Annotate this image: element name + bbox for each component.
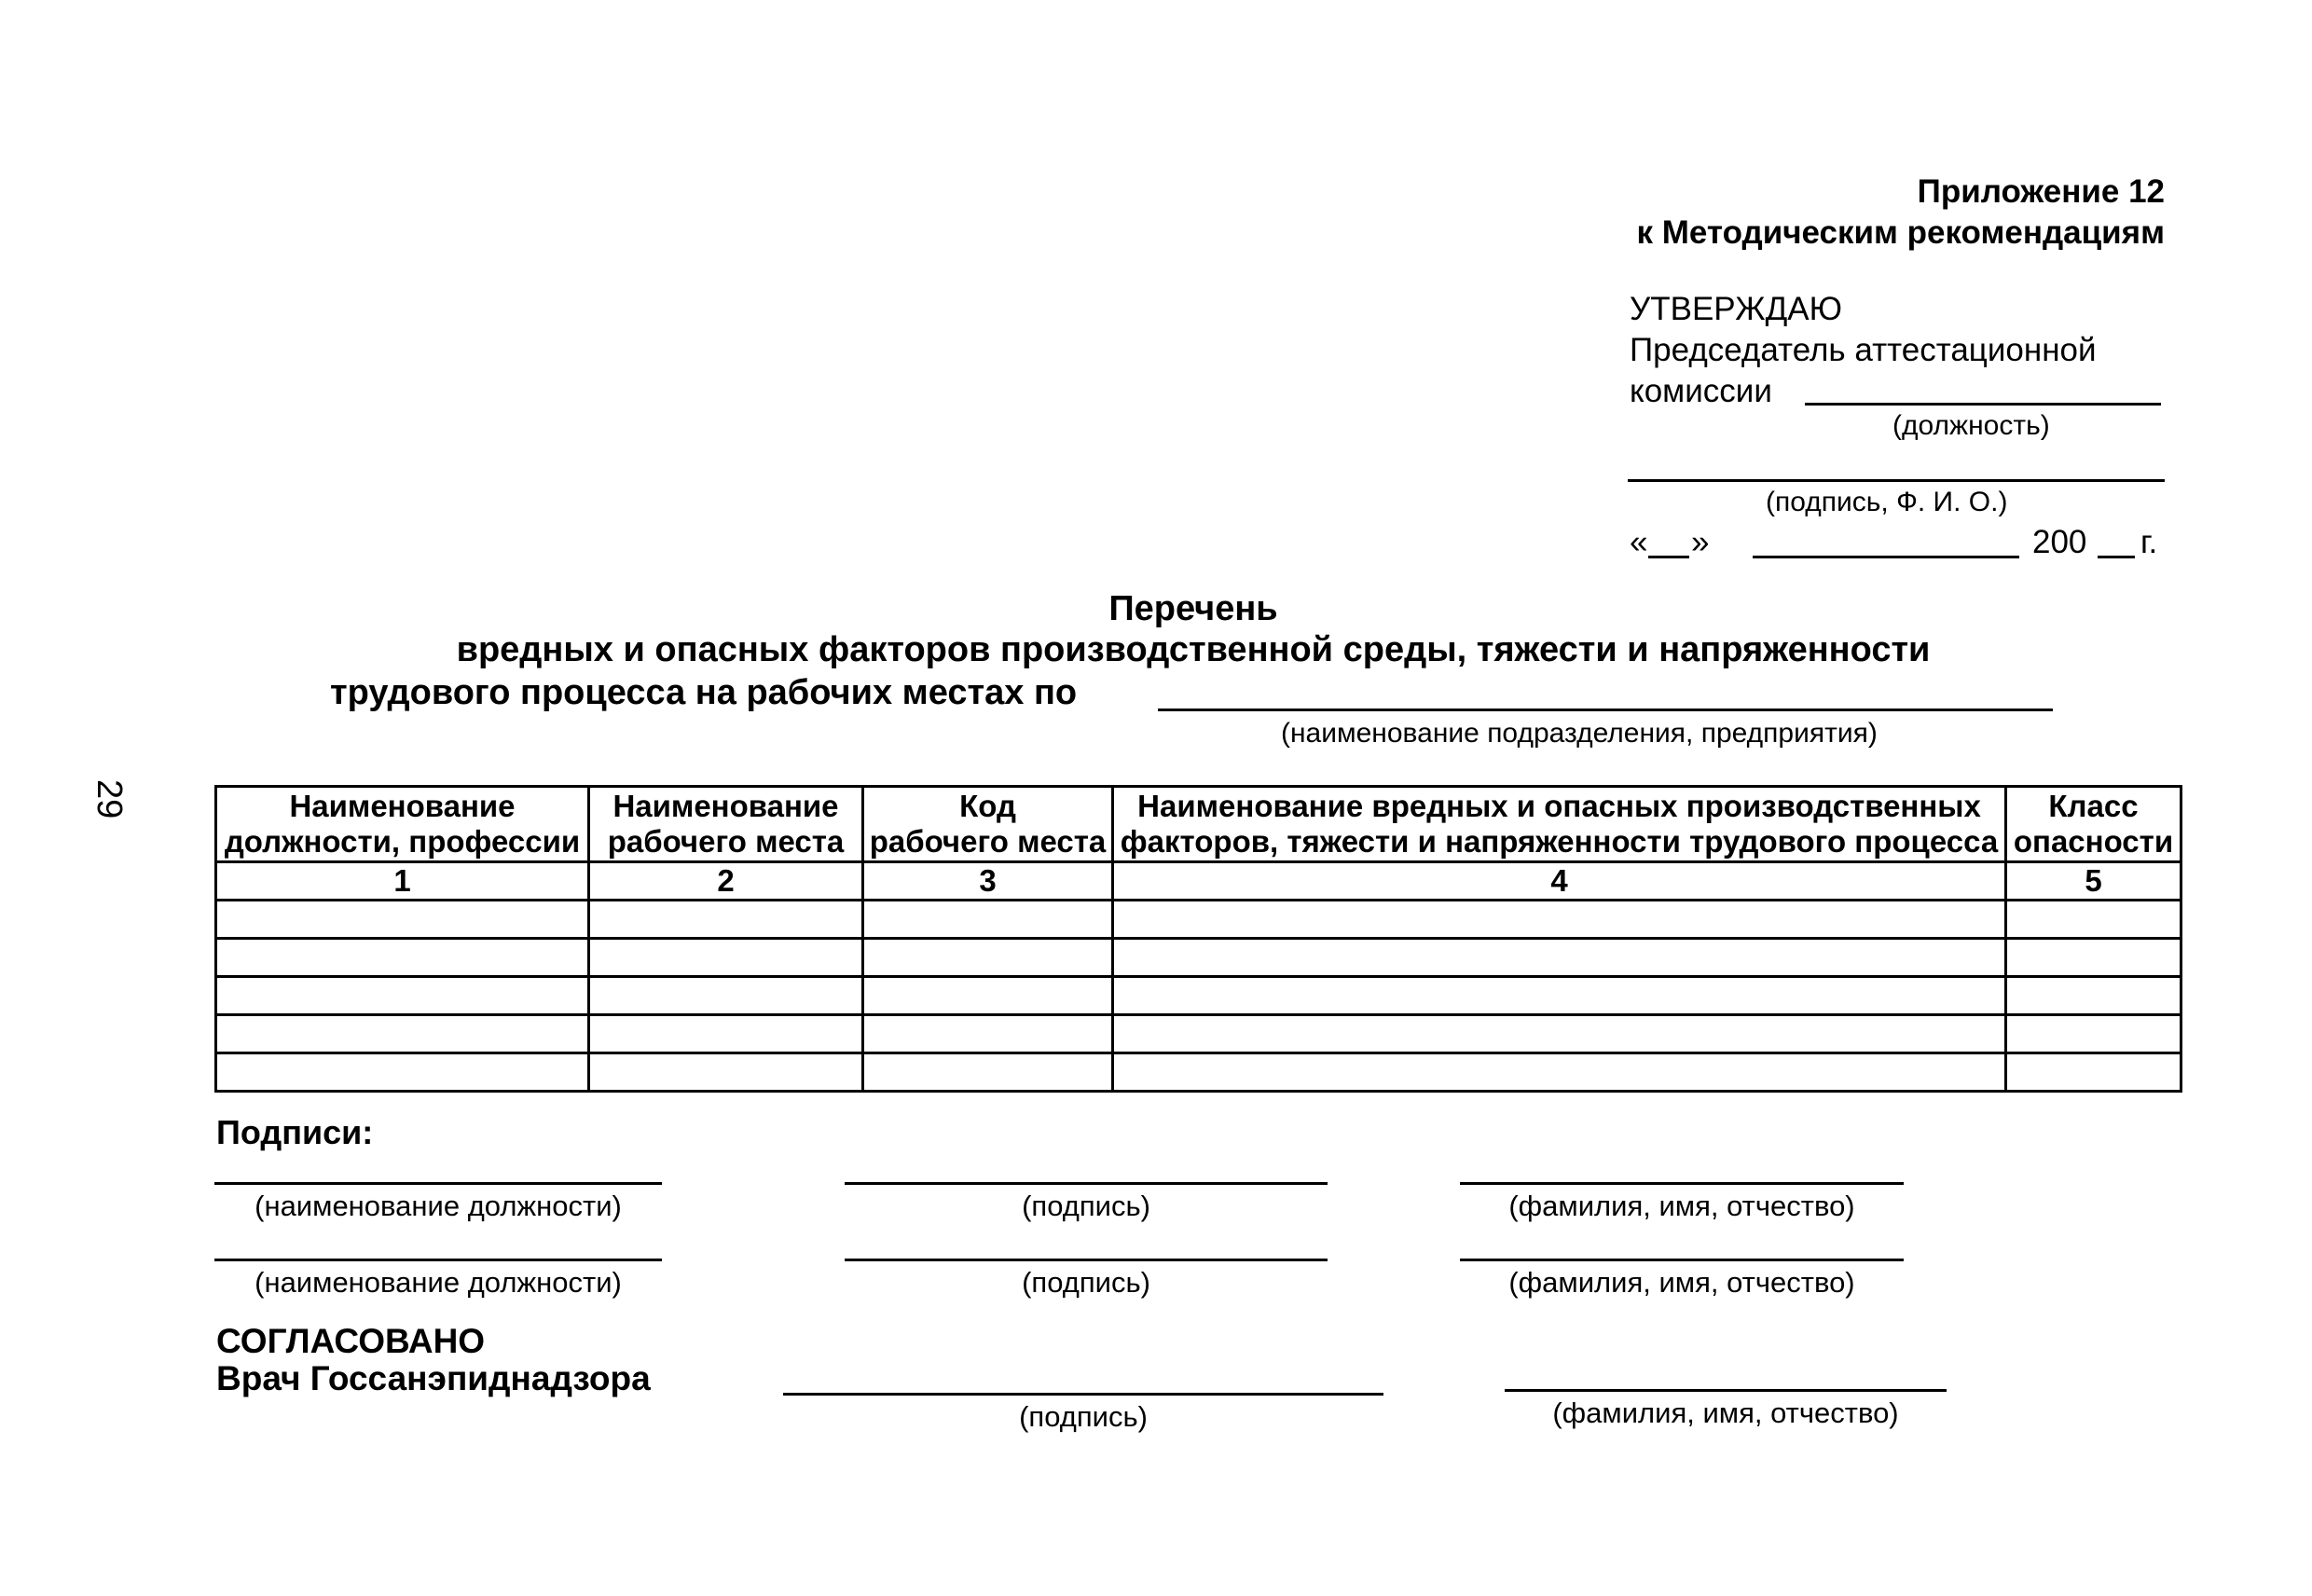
table-cell[interactable]: [1113, 901, 2006, 939]
table-cell[interactable]: [2006, 1015, 2181, 1053]
table-cell[interactable]: [2006, 977, 2181, 1015]
table-cell[interactable]: [2006, 1053, 2181, 1092]
date-open-quote: «: [1630, 524, 1648, 560]
table-cell[interactable]: [216, 977, 589, 1015]
table-row: [216, 1053, 2181, 1092]
signature-line-2[interactable]: [845, 1259, 1328, 1261]
table-cell[interactable]: [863, 939, 1113, 977]
appendix-number: Приложение 12: [1917, 173, 2165, 210]
table-cell[interactable]: [1113, 977, 2006, 1015]
table-header-row: [216, 787, 2181, 862]
table-cell[interactable]: [589, 1053, 863, 1092]
date-year-suffix: г.: [2140, 524, 2158, 560]
agreed-signature-caption: (подпись): [1019, 1400, 1148, 1433]
table-cell[interactable]: [1113, 1053, 2006, 1092]
table-row: [216, 1015, 2181, 1053]
department-caption: (наименование подразделения, предприятия): [1281, 718, 1878, 749]
name-caption-2: (фамилия, имя, отчество): [1508, 1266, 1855, 1299]
signature-fio-caption: (подпись, Ф. И. О.): [1766, 487, 2008, 517]
position-caption-2: (наименование должности): [255, 1266, 622, 1299]
department-line[interactable]: [1158, 709, 2053, 711]
signature-fio-line[interactable]: [1628, 479, 2165, 482]
table-cell[interactable]: [216, 939, 589, 977]
commission-label: комиссии: [1630, 373, 1772, 409]
agreed-signature-line[interactable]: [783, 1393, 1383, 1396]
table-row: [216, 939, 2181, 977]
agreed-heading: СОГЛАСОВАНО: [216, 1322, 486, 1360]
table-cell[interactable]: [2006, 901, 2181, 939]
position-caption-1: (наименование должности): [255, 1190, 622, 1222]
table-cell[interactable]: [589, 1015, 863, 1053]
table-row: [216, 977, 2181, 1015]
column-number: 5: [2006, 862, 2181, 901]
table-cell[interactable]: [863, 1015, 1113, 1053]
signature-name-line-1[interactable]: [1460, 1182, 1904, 1185]
name-caption-1: (фамилия, имя, отчество): [1508, 1190, 1855, 1222]
signature-caption-1: (подпись): [1022, 1190, 1150, 1222]
column-number-row: [216, 862, 2181, 901]
table-cell[interactable]: [216, 901, 589, 939]
document-title: Перечень: [1108, 589, 1278, 628]
header-workplace-name: Наименование рабочего места: [589, 787, 863, 862]
position-caption: (должность): [1892, 410, 2050, 441]
table-cell[interactable]: [863, 977, 1113, 1015]
page-number: 29: [89, 779, 129, 819]
column-number: 4: [1113, 862, 2006, 901]
signature-name-line-2[interactable]: [1460, 1259, 1904, 1261]
table-cell[interactable]: [216, 1053, 589, 1092]
signature-caption-2: (подпись): [1022, 1266, 1150, 1299]
signature-position-line-1[interactable]: [214, 1182, 662, 1185]
position-line[interactable]: [1805, 403, 2161, 406]
approve-stamp-label: УТВЕРЖДАЮ: [1630, 291, 1842, 327]
header-workplace-code: Код рабочего места: [863, 787, 1113, 862]
agreed-name-caption: (фамилия, имя, отчество): [1552, 1396, 1899, 1429]
date-day-line[interactable]: [1648, 556, 1689, 558]
signature-line-1[interactable]: [845, 1182, 1328, 1185]
signatures-heading: Подписи:: [216, 1113, 374, 1151]
table-row: [216, 901, 2181, 939]
agreed-name-line[interactable]: [1505, 1389, 1947, 1392]
table-cell[interactable]: [863, 901, 1113, 939]
agreed-doctor-label: Врач Госсанэпиднадзора: [216, 1359, 651, 1397]
table-cell[interactable]: [1113, 939, 2006, 977]
signature-position-line-2[interactable]: [214, 1259, 662, 1261]
date-year-prefix: 200: [2032, 524, 2087, 560]
table-cell[interactable]: [589, 939, 863, 977]
column-number: 2: [589, 862, 863, 901]
document-subtitle-line2: трудового процесса на рабочих местах по: [330, 673, 1078, 712]
chairman-label: Председатель аттестационной: [1630, 332, 2097, 368]
table-cell[interactable]: [2006, 939, 2181, 977]
document-subtitle-line1: вредных и опасных факторов производственной среды, тяжести и напряженности: [456, 630, 1931, 669]
table-cell[interactable]: [589, 977, 863, 1015]
appendix-reference: к Методическим рекомендациям: [1636, 214, 2165, 251]
date-month-line[interactable]: [1753, 556, 2019, 558]
hazard-factors-table: [214, 785, 2182, 1093]
table-cell[interactable]: [589, 901, 863, 939]
table-cell[interactable]: [216, 1015, 589, 1053]
header-position: Наименование должности, профессии: [216, 787, 589, 862]
column-number: 1: [216, 862, 589, 901]
column-number: 3: [863, 862, 1113, 901]
table-cell[interactable]: [1113, 1015, 2006, 1053]
date-year-line[interactable]: [2098, 556, 2135, 558]
header-factors: Наименование вредных и опасных производственных факторов, тяжести и напряженности трудового процесса: [1113, 787, 2006, 862]
header-hazard-class: Класс опасности: [2006, 787, 2181, 862]
date-close-quote: »: [1691, 524, 1710, 560]
table-cell[interactable]: [863, 1053, 1113, 1092]
